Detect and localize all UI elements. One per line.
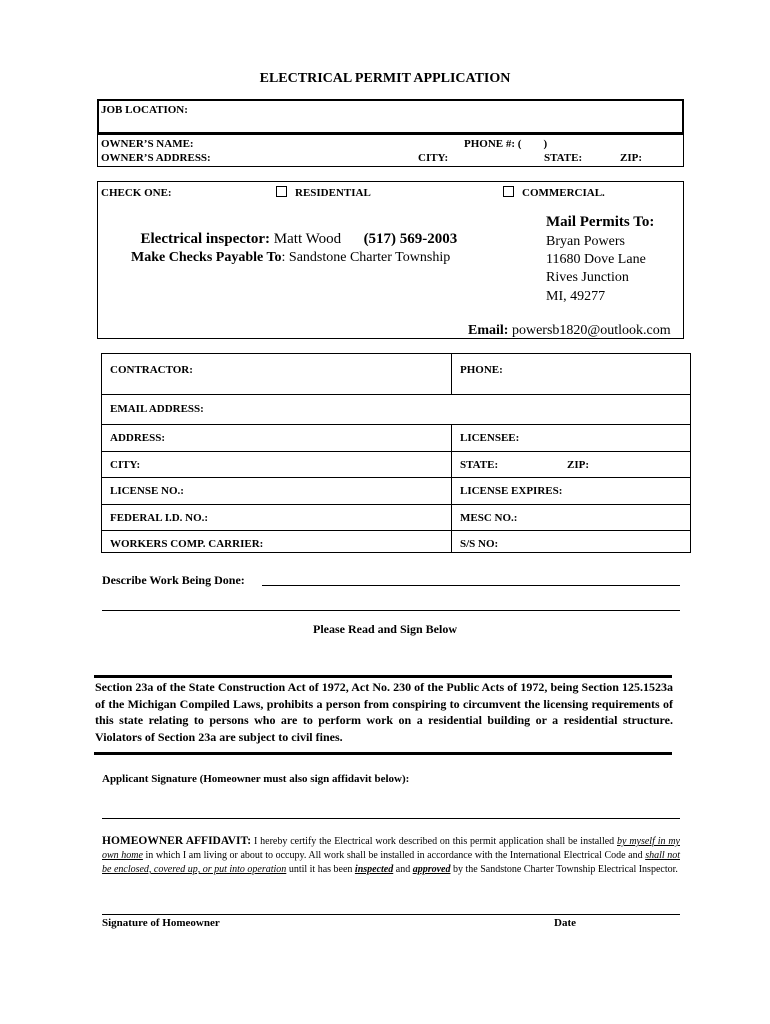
- mail-permits-label: Mail Permits To:: [546, 214, 655, 230]
- mail-email-line: [461, 307, 671, 339]
- residential-checkbox[interactable]: [276, 186, 287, 197]
- mail-street: 11680 Dove Lane: [546, 252, 646, 267]
- affidavit-emphasis-4: approved: [412, 864, 451, 875]
- mail-state-zip: MI, 49277: [546, 289, 606, 304]
- describe-work-label: Describe Work Being Done:: [102, 573, 245, 587]
- homeowner-signature-label: Signature of Homeowner: [102, 917, 220, 929]
- owner-city-label: CITY:: [418, 152, 449, 164]
- please-read-heading: Please Read and Sign Below: [312, 622, 457, 636]
- license-no-label: LICENSE NO.:: [110, 485, 184, 497]
- owner-zip-label: ZIP:: [620, 152, 642, 164]
- mail-name: Bryan Powers: [546, 234, 625, 249]
- contractor-city-label: CITY:: [110, 459, 141, 471]
- describe-work-field-2[interactable]: [102, 598, 680, 611]
- workers-comp-label: WORKERS COMP. CARRIER:: [110, 538, 264, 550]
- residential-option[interactable]: [276, 186, 371, 199]
- affidavit-emphasis-2: shall not be enclosed, covered up, or put into operation: [102, 850, 680, 875]
- inspector-name: Matt Wood: [273, 231, 342, 247]
- homeowner-signature-field[interactable]: [102, 902, 680, 915]
- affidavit-label: HOMEOWNER AFFIDAVIT:: [102, 835, 252, 847]
- contractor-address-label: ADDRESS:: [110, 432, 166, 444]
- email-address-link[interactable]: powersb1820@outlook.com: [511, 323, 671, 338]
- commercial-checkbox[interactable]: [503, 186, 514, 197]
- affidavit-text-3: until it has been: [286, 864, 355, 875]
- homeowner-affidavit: [102, 834, 680, 877]
- section-23a-text: Section 23a of the State Construction Act of 1972, Act No. 230 of the Public Acts of 1972, being Section 125.1523a of the Michigan Compiled Laws, prohibits a person from conspiring to circumvent the licensing requirements of this state relating to persons who are to perform work on a residential building or a residential structure. Violators of Section 23a are subject to civil fines.: [95, 680, 673, 744]
- inspector-label: Electrical inspector:: [140, 231, 271, 247]
- email-label: Email:: [468, 323, 509, 338]
- owner-name-label: OWNER’S NAME:: [101, 138, 194, 150]
- affidavit-text-1: I hereby certify the Electrical work described on this permit application shall be installed: [251, 836, 618, 847]
- job-location-field[interactable]: [190, 102, 678, 124]
- affidavit-text-5: by the Sandstone Charter Township Electrical Inspector.: [450, 864, 678, 875]
- payable-line: [124, 234, 450, 266]
- inspector-phone: (517) 569-2003: [363, 231, 458, 247]
- affidavit-emphasis-1: by myself in my own home: [102, 836, 680, 861]
- licensee-label: LICENSEE:: [460, 432, 520, 444]
- ss-no-label: S/S NO:: [460, 538, 499, 550]
- owner-address-label: OWNER’S ADDRESS:: [101, 152, 211, 164]
- residential-label: RESIDENTIAL: [295, 187, 371, 199]
- commercial-label: COMMERCIAL.: [522, 187, 605, 199]
- contractor-state-label: STATE:: [460, 459, 499, 471]
- contractor-email-label: EMAIL ADDRESS:: [110, 403, 204, 415]
- payable-label: Make Checks Payable To: [131, 250, 282, 265]
- contractor-phone-label: PHONE:: [460, 364, 503, 376]
- payable-value: : Sandstone Charter Township: [281, 250, 451, 265]
- contractor-zip-label: ZIP:: [567, 459, 589, 471]
- affidavit-text-4: and: [393, 864, 413, 875]
- job-location-label: JOB LOCATION:: [101, 104, 188, 116]
- describe-work-field[interactable]: [262, 573, 680, 586]
- commercial-option[interactable]: [503, 186, 605, 199]
- page-title: ELECTRICAL PERMIT APPLICATION: [259, 71, 511, 86]
- owner-state-label: STATE:: [544, 152, 583, 164]
- federal-id-label: FEDERAL I.D. NO.:: [110, 512, 209, 524]
- affidavit-text-2: in which I am living or about to occupy. All work shall be installed in accordance with the International Electrical Code and: [142, 850, 646, 861]
- applicant-signature-label: Applicant Signature (Homeowner must also sign affidavit below):: [102, 773, 410, 785]
- applicant-signature-field[interactable]: [102, 806, 680, 819]
- affidavit-emphasis-3: inspected: [354, 864, 394, 875]
- license-expires-label: LICENSE EXPIRES:: [460, 485, 563, 497]
- check-one-label: CHECK ONE:: [101, 187, 172, 199]
- owner-phone-label: PHONE #: ( ): [464, 138, 548, 150]
- mesc-label: MESC NO.:: [460, 512, 518, 524]
- date-label: Date: [554, 917, 576, 929]
- mail-town: Rives Junction: [546, 270, 629, 285]
- contractor-label: CONTRACTOR:: [110, 364, 193, 376]
